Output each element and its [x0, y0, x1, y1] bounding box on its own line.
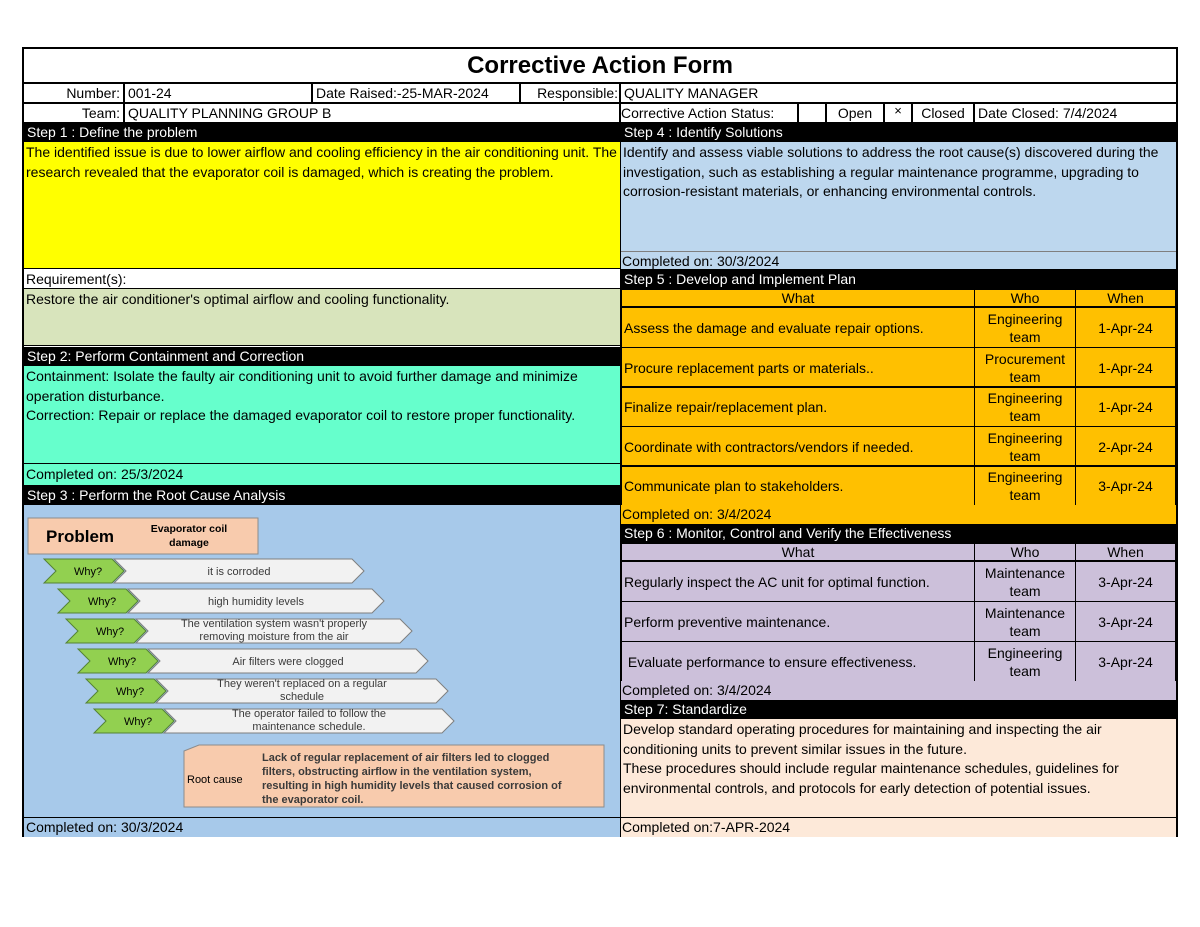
open-label: Open	[826, 103, 884, 123]
step5-row-what: Assess the damage and evaluate repair options.	[621, 307, 975, 348]
step6-header: Step 6 : Monitor, Control and Verify the Effectiveness	[621, 524, 1176, 543]
step5-col-when: When	[1075, 289, 1176, 307]
step5-col-what: What	[621, 289, 975, 307]
step5-row-when: 1-Apr-24	[1075, 307, 1176, 348]
responsible-label: Responsible:	[520, 83, 620, 103]
why-answer-text: Air filters were clogged	[232, 656, 344, 668]
why-label: Why?	[123, 716, 153, 728]
step2-correction: Correction: Repair or replace the damaged evaporator coil to restore proper functionality.	[26, 407, 576, 423]
step6-row-what: Evaluate performance to ensure effectiveness.	[621, 641, 975, 682]
step6-col-what: What	[621, 543, 975, 561]
step7-body	[621, 719, 1176, 818]
step6-completed: Completed on: 3/4/2024	[621, 681, 1176, 700]
step6-row-who: Maintenance team	[974, 601, 1076, 642]
step5-row-what: Procure replacement parts or materials..	[621, 347, 975, 388]
why-label: Why?	[73, 566, 103, 578]
status-label: Corrective Action Status:	[620, 103, 798, 123]
problem-text-line2: damage	[169, 537, 209, 549]
step6-row-what: Perform preventive maintenance.	[621, 601, 975, 642]
step2-header: Step 2: Perform Containment and Correction	[24, 347, 620, 366]
problem-label: Problem	[46, 527, 115, 546]
step4-completed: Completed on: 30/3/2024	[621, 251, 1176, 269]
step5-completed: Completed on: 3/4/2024	[621, 505, 1176, 524]
step3-header: Step 3 : Perform the Root Cause Analysis	[24, 485, 620, 505]
step5-row-who: Engineering team	[974, 386, 1076, 427]
step5-row-when: 1-Apr-24	[1075, 347, 1176, 388]
root-cause-line3: resulting in high humidity levels that caused corrosion of	[262, 780, 562, 792]
step6-row-who: Engineering team	[974, 641, 1076, 682]
team-value: QUALITY PLANNING GROUP B	[124, 103, 620, 123]
why-answer-text: it is corroded	[207, 566, 271, 578]
form-title: Corrective Action Form	[24, 49, 1176, 83]
step1-header: Step 1 : Define the problem	[24, 123, 620, 142]
why-answer-text: high humidity levels	[208, 596, 304, 608]
responsible-value: QUALITY MANAGER	[620, 83, 1176, 103]
step2-body	[24, 366, 620, 464]
root-cause-line1: Lack of regular replacement of air filters led to clogged	[262, 752, 550, 764]
why-label: Why?	[115, 686, 145, 698]
step1-body: The identified issue is due to lower airflow and cooling efficiency in the air conditioning unit. The research revealed that the evaporator coil is damaged, which is creating the problem.	[24, 142, 620, 269]
step2-containment: Containment: Isolate the faulty air conditioning unit to avoid further damage and minimize operation disturbance.	[26, 368, 578, 404]
date-closed: Date Closed: 7/4/2024	[974, 103, 1176, 123]
why-answer-text: maintenance schedule.	[252, 721, 366, 733]
open-checkbox[interactable]	[798, 103, 826, 123]
step6-row-when: 3-Apr-24	[1075, 601, 1176, 642]
why-answer-text: The ventilation system wasn't properly	[180, 618, 368, 630]
requirements-body: Restore the air conditioner's optimal airflow and cooling functionality.	[24, 289, 620, 346]
why-label: Why?	[95, 626, 125, 638]
number-value: 001-24	[124, 83, 312, 103]
team-label: Team:	[24, 103, 124, 123]
root-cause-diagram	[24, 505, 620, 818]
step3-completed: Completed on: 30/3/2024	[24, 818, 620, 837]
step5-row-what: Coordinate with contractors/vendors if needed.	[621, 426, 975, 467]
step5-row-who: Engineering team	[974, 426, 1076, 467]
number-label: Number:	[24, 83, 124, 103]
closed-label: Closed	[912, 103, 974, 123]
why-label: Why?	[107, 656, 137, 668]
corrective-action-form	[22, 47, 1178, 837]
step6-col-when: When	[1075, 543, 1176, 561]
root-cause-line2: filters, obstructing airflow in the ventilation system,	[262, 766, 532, 778]
root-cause-label: Root cause	[187, 774, 243, 786]
step5-row-who: Procurement team	[974, 347, 1076, 388]
step5-row-when: 3-Apr-24	[1075, 465, 1176, 506]
date-raised: Date Raised:-25-MAR-2024	[312, 83, 520, 103]
step5-row-when: 2-Apr-24	[1075, 426, 1176, 467]
root-cause-line4: the evaporator coil.	[262, 794, 364, 806]
step5-header: Step 5 : Develop and Implement Plan	[621, 269, 1176, 289]
step5-col-who: Who	[974, 289, 1076, 307]
step6-row-who: Maintenance team	[974, 561, 1076, 602]
problem-text-line1: Evaporator coil	[150, 523, 228, 535]
step4-body: Identify and assess viable solutions to address the root cause(s) discovered during the investigation, such as establishing a regular maintenance programme, upgrading to corrosion-resistant materials, or enhancing environmental controls.	[621, 142, 1176, 251]
step6-row-what: Regularly inspect the AC unit for optimal function.	[621, 561, 975, 602]
step5-row-who: Engineering team	[974, 465, 1076, 506]
step2-completed: Completed on: 25/3/2024	[24, 464, 620, 485]
step7-line1: Develop standard operating procedures for maintaining and inspecting the air conditioning units to prevent similar issues in the future.	[623, 721, 1102, 757]
step6-col-who: Who	[974, 543, 1076, 561]
step5-row-who: Engineering team	[974, 307, 1076, 348]
why-answer-text: The operator failed to follow the	[231, 708, 387, 720]
why-answer-text: removing moisture from the air	[199, 631, 349, 643]
closed-checkbox[interactable]: ×	[884, 103, 912, 123]
step5-row-what: Finalize repair/replacement plan.	[621, 386, 975, 427]
step7-line2: These procedures should include regular maintenance schedules, guidelines for environmental controls, and protocols for early detection of potential issues.	[623, 760, 1119, 796]
step7-header: Step 7: Standardize	[621, 700, 1176, 719]
why-answer-text: They weren't replaced on a regular	[217, 678, 387, 690]
why-label: Why?	[87, 596, 117, 608]
requirements-header: Requirement(s):	[24, 269, 620, 289]
root-cause-svg	[24, 505, 620, 818]
step6-row-when: 3-Apr-24	[1075, 561, 1176, 602]
step5-row-when: 1-Apr-24	[1075, 386, 1176, 427]
step6-row-when: 3-Apr-24	[1075, 641, 1176, 682]
step4-header: Step 4 : Identify Solutions	[621, 123, 1176, 142]
step5-row-what: Communicate plan to stakeholders.	[621, 465, 975, 506]
why-answer-text: schedule	[279, 691, 325, 703]
step7-completed: Completed on:7-APR-2024	[621, 818, 1176, 837]
